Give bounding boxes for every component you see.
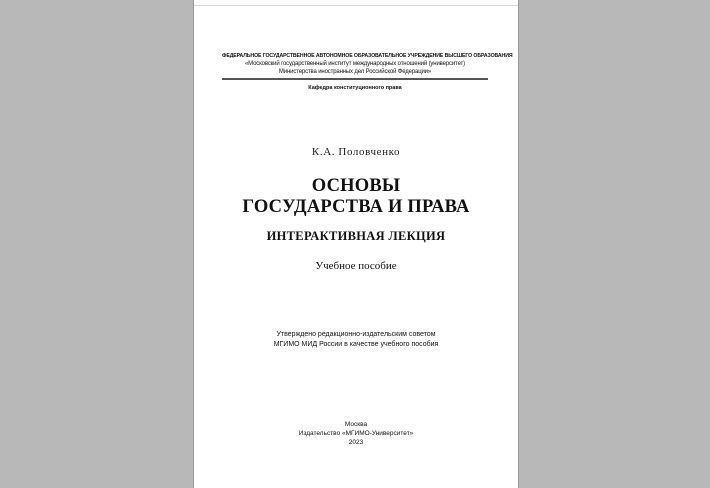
department-name: Кафедра конституционного права bbox=[308, 85, 402, 91]
author-name: К.А. Половченко bbox=[311, 146, 401, 158]
document-type: Учебное пособие bbox=[315, 260, 397, 272]
approval-line-1: Утверждено редакционно-издательским советом bbox=[276, 331, 436, 338]
institution-line-2: «Московский государственный институт международных отношений (университет) bbox=[244, 61, 466, 67]
approval-note bbox=[194, 330, 518, 350]
book-subtitle: ИНТЕРАКТИВНАЯ ЛЕКЦИЯ bbox=[266, 229, 446, 243]
page-top-edge bbox=[194, 5, 518, 6]
book-title-line-2: ГОСУДАРСТВА И ПРАВА bbox=[242, 197, 470, 217]
institution-line-1: ФЕДЕРАЛЬНОЕ ГОСУДАРСТВЕННОЕ АВТОНОМНОЕ ОБРАЗОВАТЕЛЬНОЕ УЧРЕЖДЕНИЕ ВЫСШЕГО ОБРАЗОВАНИЯ bbox=[222, 53, 513, 59]
book-title-line-1: ОСНОВЫ bbox=[311, 176, 401, 196]
document-page[interactable] bbox=[193, 0, 519, 488]
institution-header bbox=[222, 52, 513, 92]
publisher-imprint bbox=[194, 420, 518, 447]
header-divider bbox=[222, 78, 488, 80]
book-title bbox=[194, 176, 518, 218]
institution-line-3: Министерства иностранных дел Российской Федерации» bbox=[278, 69, 432, 75]
imprint-publisher: Издательство «МГИМО-Университет» bbox=[298, 430, 414, 437]
approval-line-2: МГИМО МИД России в качестве учебного пособия bbox=[273, 341, 439, 348]
imprint-city: Москва bbox=[344, 421, 368, 428]
imprint-year: 2023 bbox=[348, 439, 364, 446]
